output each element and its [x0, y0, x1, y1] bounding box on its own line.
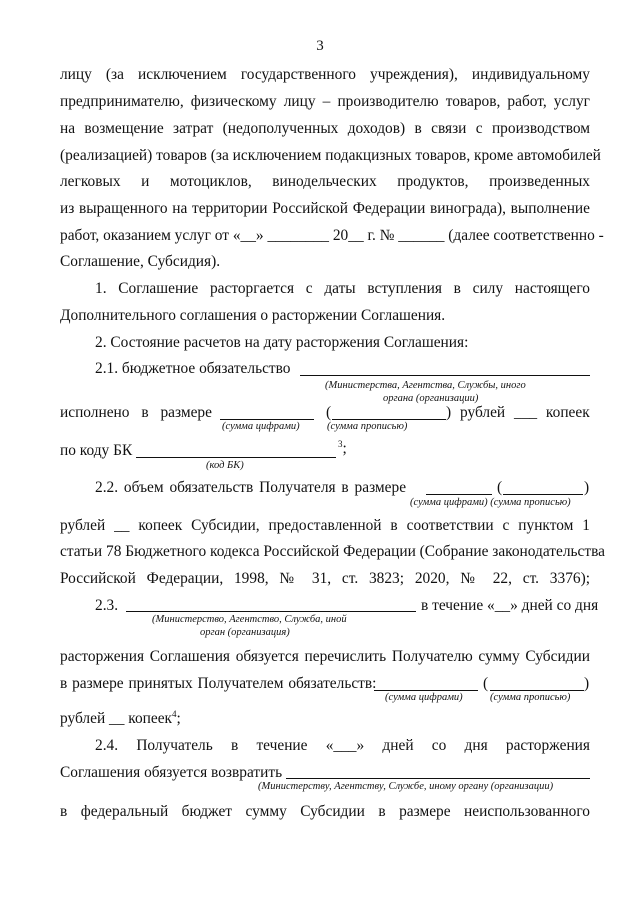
text-fragment: Соглашения обязуется возвратить	[60, 764, 283, 781]
text-fragment: (	[326, 404, 332, 421]
clause-2-1: 2.1. бюджетное обязательство	[95, 360, 291, 377]
blank-line	[300, 375, 590, 376]
blank-line	[286, 778, 590, 779]
clause-1: 1. Соглашение расторгается с даты вступления в силу настоящего	[95, 280, 590, 297]
text-fragment: по коду БК	[60, 442, 133, 459]
caption: (сумма прописью)	[327, 421, 408, 432]
text-fragment: в течение «__» дней со дня	[421, 597, 599, 614]
text-line: в федеральный бюджет сумму Субсидии в размере неиспользованного	[60, 803, 590, 820]
blank-line	[503, 494, 583, 495]
blank-line	[126, 611, 416, 612]
text-fragment: )	[584, 675, 590, 692]
blank-line	[374, 690, 478, 691]
text-line: Соглашение, Субсидия).	[60, 253, 221, 270]
caption: (сумма прописью)	[490, 692, 571, 703]
clause-2-3: 2.3.	[95, 597, 119, 614]
text-line: расторжения Соглашения обязуется перечислить Получателю сумму Субсидии	[60, 648, 590, 665]
text-line: лицу (за исключением государственного учреждения), индивидуальному	[60, 66, 590, 83]
caption: (код БК)	[206, 460, 244, 471]
text-fragment: )	[584, 479, 590, 496]
text-fragment: (	[483, 675, 489, 692]
text-line: легковых и мотоциклов, винодельческих продуктов, произведенных	[60, 173, 590, 190]
text-line: работ, оказанием услуг от «__» ________ 20__ г. № ______ (далее соответственно -	[60, 227, 604, 244]
caption: органа (организации)	[383, 393, 479, 404]
text-line: рублей __ копеек Субсидии, предоставленной в соответствии с пунктом 1	[60, 517, 590, 534]
caption: (сумма цифрами)	[222, 421, 300, 432]
caption: орган (организация)	[200, 627, 290, 638]
text-line: (реализацией) товаров (за исключением подакцизных товаров, кроме автомобилей	[60, 147, 601, 164]
caption: (сумма цифрами)	[385, 692, 463, 703]
text-fragment: исполнено в размере	[60, 404, 212, 421]
caption: (Министерству, Агентству, Службе, иному органу (организации)	[258, 781, 554, 792]
text-line: Российской Федерации, 1998, № 31, ст. 3823; 2020, № 22, ст. 3376);	[60, 570, 590, 587]
caption: (Министерства, Агентства, Службы, иного	[325, 380, 526, 391]
blank-line	[220, 419, 314, 420]
text-fragment: ) рублей ___ копеек	[446, 404, 590, 421]
page-number: 3	[316, 38, 324, 54]
text-line: предпринимателю, физическому лицу – производителю товаров, работ, услуг	[60, 93, 590, 110]
text-fragment: в размере принятых Получателем обязательств:	[60, 675, 377, 692]
clause-2: 2. Состояние расчетов на дату расторжения Соглашения:	[95, 334, 469, 351]
text-line: из выращенного на территории Российской Федерации винограда), выполнение	[60, 200, 590, 217]
text-fragment: (	[497, 479, 503, 496]
clause-2-2: 2.2. объем обязательств Получателя в размере	[95, 479, 407, 496]
text-fragment: рублей __ копеек$^4$;	[60, 708, 181, 727]
footnote-ref: $^3$;	[338, 438, 347, 457]
text-line: Дополнительного соглашения о расторжении Соглашения.	[60, 307, 446, 324]
caption: (сумма цифрами) (сумма прописью)	[410, 497, 571, 508]
blank-line	[426, 494, 492, 495]
caption: (Министерство, Агентство, Служба, иной	[152, 614, 347, 625]
clause-2-4: 2.4. Получатель в течение «___» дней со дня расторжения	[95, 737, 590, 754]
text-line: на возмещение затрат (недополученных доходов) в связи с производством	[60, 120, 590, 137]
blank-line	[490, 690, 584, 691]
blank-line	[332, 419, 446, 420]
text-line: статьи 78 Бюджетного кодекса Российской Федерации (Собрание законодательства	[60, 543, 606, 560]
blank-line	[136, 457, 336, 458]
